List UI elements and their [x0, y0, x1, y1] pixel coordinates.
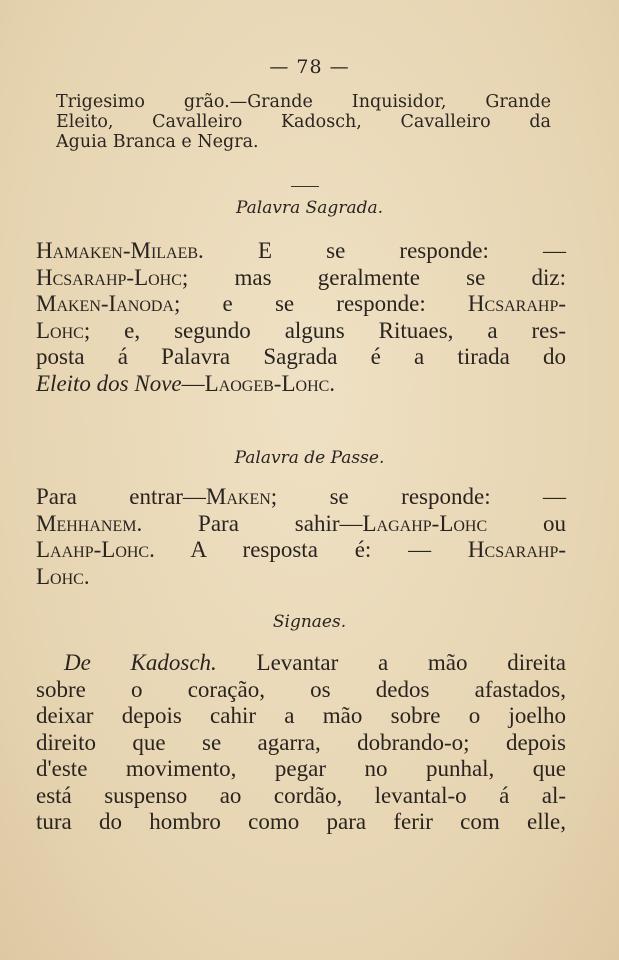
text-line: Lohc; e, segundo alguns Rituaes, a res-: [36, 317, 566, 343]
page-number: — 78 —: [269, 56, 350, 78]
section-title-sacred-word: Palavra Sagrada.: [236, 198, 383, 218]
text-line: direito que se agarra, dobrando-o; depois: [36, 729, 566, 755]
text-line: Mehhanem. Para sahir—Lagahp-Lohc ou: [36, 510, 567, 536]
heading-line: Eleito, Cavalleiro Kadosch, Cavalleiro da: [56, 112, 551, 132]
text-line: Eleito dos Nove—Laogeb-Lohc.: [36, 370, 336, 396]
degree-heading: [56, 92, 551, 152]
divider-rule: [291, 186, 319, 187]
text-line: Laahp-Lohc. A resposta é: — Hcsarahp-: [36, 537, 566, 562]
text-line: De Kadosch. Levantar a mão direita: [64, 650, 566, 675]
text-line: está suspenso ao cordão, levantal-o á al-: [36, 782, 566, 808]
text-line: deixar depois cahir a mão sobre o joelho: [36, 703, 566, 728]
text-line: sobre o coração, os dedos afastados,: [36, 676, 566, 702]
text-line: Lohc.: [36, 563, 90, 589]
paragraph-sacred-word: [36, 238, 566, 397]
heading-line: Trigesimo grão.—Grande Inquisidor, Grande: [56, 92, 551, 112]
section-title-pass-word: Palavra de Passe.: [234, 448, 385, 468]
paragraph-signs: [36, 650, 566, 836]
text-line: tura do hombro como para ferir com elle,: [36, 809, 566, 834]
text-line: Hcsarahp-Lohc; mas geralmente se diz:: [36, 264, 566, 290]
text-line: Para entrar—Maken; se responde: —: [36, 484, 566, 509]
text-line: d'este movimento, pegar no punhal, que: [36, 756, 566, 781]
paragraph-pass-word: [36, 484, 566, 590]
text-line: posta á Palavra Sagrada é a tirada do: [36, 344, 566, 369]
text-line: Hamaken-Milaeb. E se responde: —: [36, 238, 566, 263]
heading-line: Aguia Branca e Negra.: [56, 132, 259, 152]
section-title-signs: Signaes.: [272, 612, 347, 632]
text-line: Maken-Ianoda; e se responde: Hcsarahp-: [36, 291, 566, 316]
